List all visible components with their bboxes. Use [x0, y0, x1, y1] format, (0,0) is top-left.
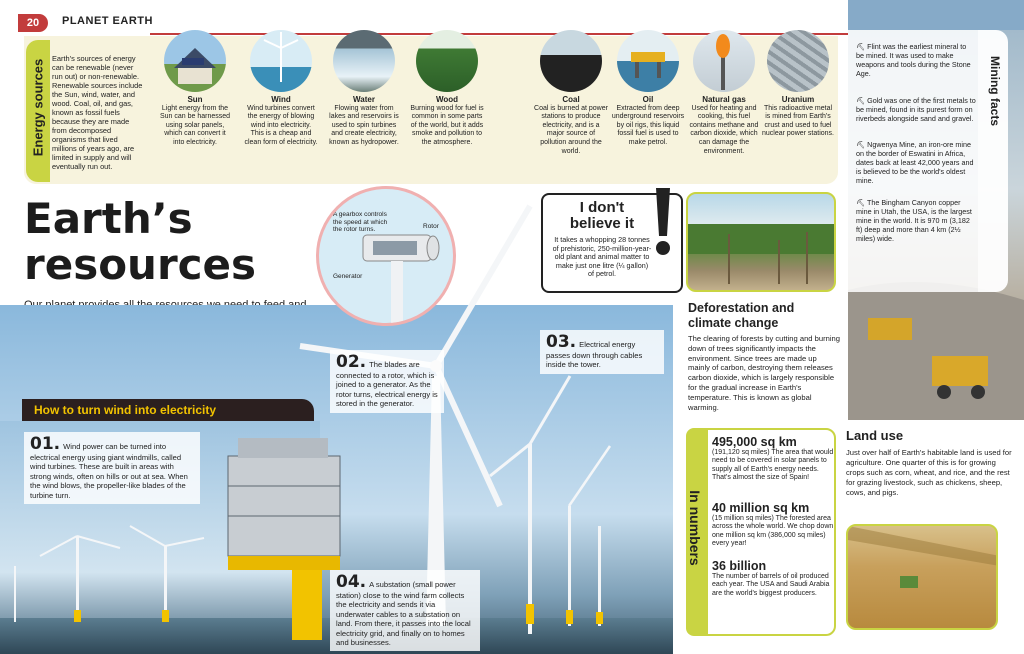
source-wind: Wind Wind turbines convert the energy of blowing wind into electricity. This is a cheap and clean form of electricity.	[244, 30, 318, 148]
mining-fact: ⛏ Ngwenya Mine, an iron-ore mine on the border of Eswatini in Africa, dates back at least 42,000 years and is believed to be the world's oldest mine.	[856, 140, 974, 185]
source-oil: Oil Extracted from deep underground reservoirs by oil rigs, this liquid fossil fuel is used to make petrol.	[611, 30, 685, 148]
page-number: 20	[18, 14, 48, 32]
mining-fact: ⛏ Flint was the earliest mineral to be mined. It was used to make weapons and tools during the Stone Age.	[856, 42, 971, 78]
generator-label: Generator	[333, 273, 363, 280]
mining-fact: ⛏ The Bingham Canyon copper mine in Utah, the USA, is the largest mine in the world. It is 970 m (3,182 ft) deep and more than 4 km (2½ miles) wide.	[856, 198, 972, 243]
wind-step-1: 01. Wind power can be turned into electrical energy using giant windmills, called wind turbines. These are built in areas with strong winds, often on hills or out at sea. When the wind blows, the propeller-like blades of the turbine turn.	[24, 432, 200, 504]
energy-sources-tab: Energy sources	[26, 40, 50, 182]
pickaxe-icon: ⛏	[856, 198, 867, 207]
forest-photo	[416, 30, 478, 92]
section-title: PLANET EARTH	[62, 15, 153, 27]
rotor-label: Rotor	[423, 223, 439, 230]
dam-photo	[333, 30, 395, 92]
gearbox-inset	[316, 186, 456, 326]
number-item: 495,000 sq km (191,120 sq miles) The area that would need to be covered in solar panels to supply all of Earth's energy needs. That's almost the size of Spain!	[712, 435, 834, 482]
wind-step-3: 03. Electrical energy passes down through cables inside the tower.	[540, 330, 664, 374]
believe-it-heading: I don't believe it	[569, 199, 635, 232]
source-water: Water Flowing water from lakes and reservoirs is used to spin turbines and create electricity, known as hydropower.	[327, 30, 401, 148]
wind-heading: How to turn wind into electricity	[22, 399, 314, 421]
mining-sky	[848, 0, 1024, 30]
land-use-text: Just over half of Earth's habitable land is used for agriculture. One quarter of this is for growing crops such as corn, wheat, and rice, and the rest for grazing livestock, such as chickens, sheep, cows, and pigs.	[846, 448, 1012, 497]
page-title: Earth’s resources	[24, 194, 257, 289]
solar-house-photo	[164, 30, 226, 92]
pickaxe-icon: ⛏	[856, 42, 868, 51]
source-natural-gas: Natural gas Used for heating and cooking, this fuel contains methane and carbon dioxide, which can damage the environment.	[687, 30, 761, 156]
deforestation-heading: Deforestation and climate change	[688, 301, 795, 330]
oil-rig-photo	[617, 30, 679, 92]
uranium-rock-photo	[767, 30, 829, 92]
pickaxe-icon: ⛏	[856, 140, 868, 149]
wind-turbine-photo	[250, 30, 312, 92]
in-numbers-tab: In numbers	[686, 428, 708, 636]
mining-fact: ⛏ Gold was one of the first metals to be mined, found in its purest form on riverbeds alongside sand and gravel.	[856, 96, 976, 123]
exclamation-icon	[652, 188, 674, 258]
believe-it-text: It takes a whopping 28 tonnes of prehistoric, 250-million-year-old plant and animal matter to make just one litre (¼ gallon) of petrol.	[552, 235, 652, 279]
number-item: 40 million sq km (15 million sq miles) The forested area across the whole world. We chop down one million sq km (386,000 sq miles) every year!	[712, 501, 834, 548]
source-wood: Wood Burning wood for fuel is common in some parts of the world, but it adds smoke and pollution to the atmosphere.	[410, 30, 484, 148]
wheat-field-photo	[846, 524, 998, 630]
source-uranium: Uranium This radioactive metal is mined from Earth's crust and used to fuel nuclear power stations.	[761, 30, 835, 139]
wind-step-4: 04. A substation (small power station) close to the wind farm collects the electricity and sends it via underwater cables to a substation on land. From there, it passes into the local electricity grid, and finally on to homes and businesses.	[330, 570, 480, 651]
source-coal: Coal Coal is burned at power stations to produce electricity, and is a major source of pollution around the world.	[534, 30, 608, 156]
wind-step-2: 02. The blades are connected to a rotor, which is joined to a generator. As the rotor turns, electrical energy is stored in the generator.	[330, 350, 444, 413]
source-sun: Sun Light energy from the Sun can be harnessed using solar panels, which can convert it into electricity.	[158, 30, 232, 148]
deforestation-photo	[686, 192, 836, 292]
gas-flare-photo	[693, 30, 755, 92]
gearbox-note: A gearbox controls the speed at which the rotor turns.	[333, 211, 388, 233]
number-item: 36 billion The number of barrels of oil produced each year. The USA and Saudi Arabia are the world's biggest producers.	[712, 559, 830, 597]
land-use-heading: Land use	[846, 428, 904, 443]
energy-intro-text: Earth's sources of energy can be renewable (never run out) or non-renewable. Renewable sources include the Sun, wind, water, and wood. Coal, oil, and gas, known as fossil fuels because they are made from decomposed organisms that lived millions of years ago, are limited in supply and will eventually run out.	[52, 54, 143, 171]
mining-facts-tab: Mining facts	[978, 30, 1008, 292]
coal-photo	[540, 30, 602, 92]
pickaxe-icon: ⛏	[856, 96, 868, 105]
deforestation-text: The clearing of forests by cutting and burning down of trees significantly impacts the environment. Since trees are made up mainly of carbon, destroying them releases carbon dioxide, which is largely responsible for the gradual increase in Earth's temperature. This is known as global warming.	[688, 334, 840, 412]
